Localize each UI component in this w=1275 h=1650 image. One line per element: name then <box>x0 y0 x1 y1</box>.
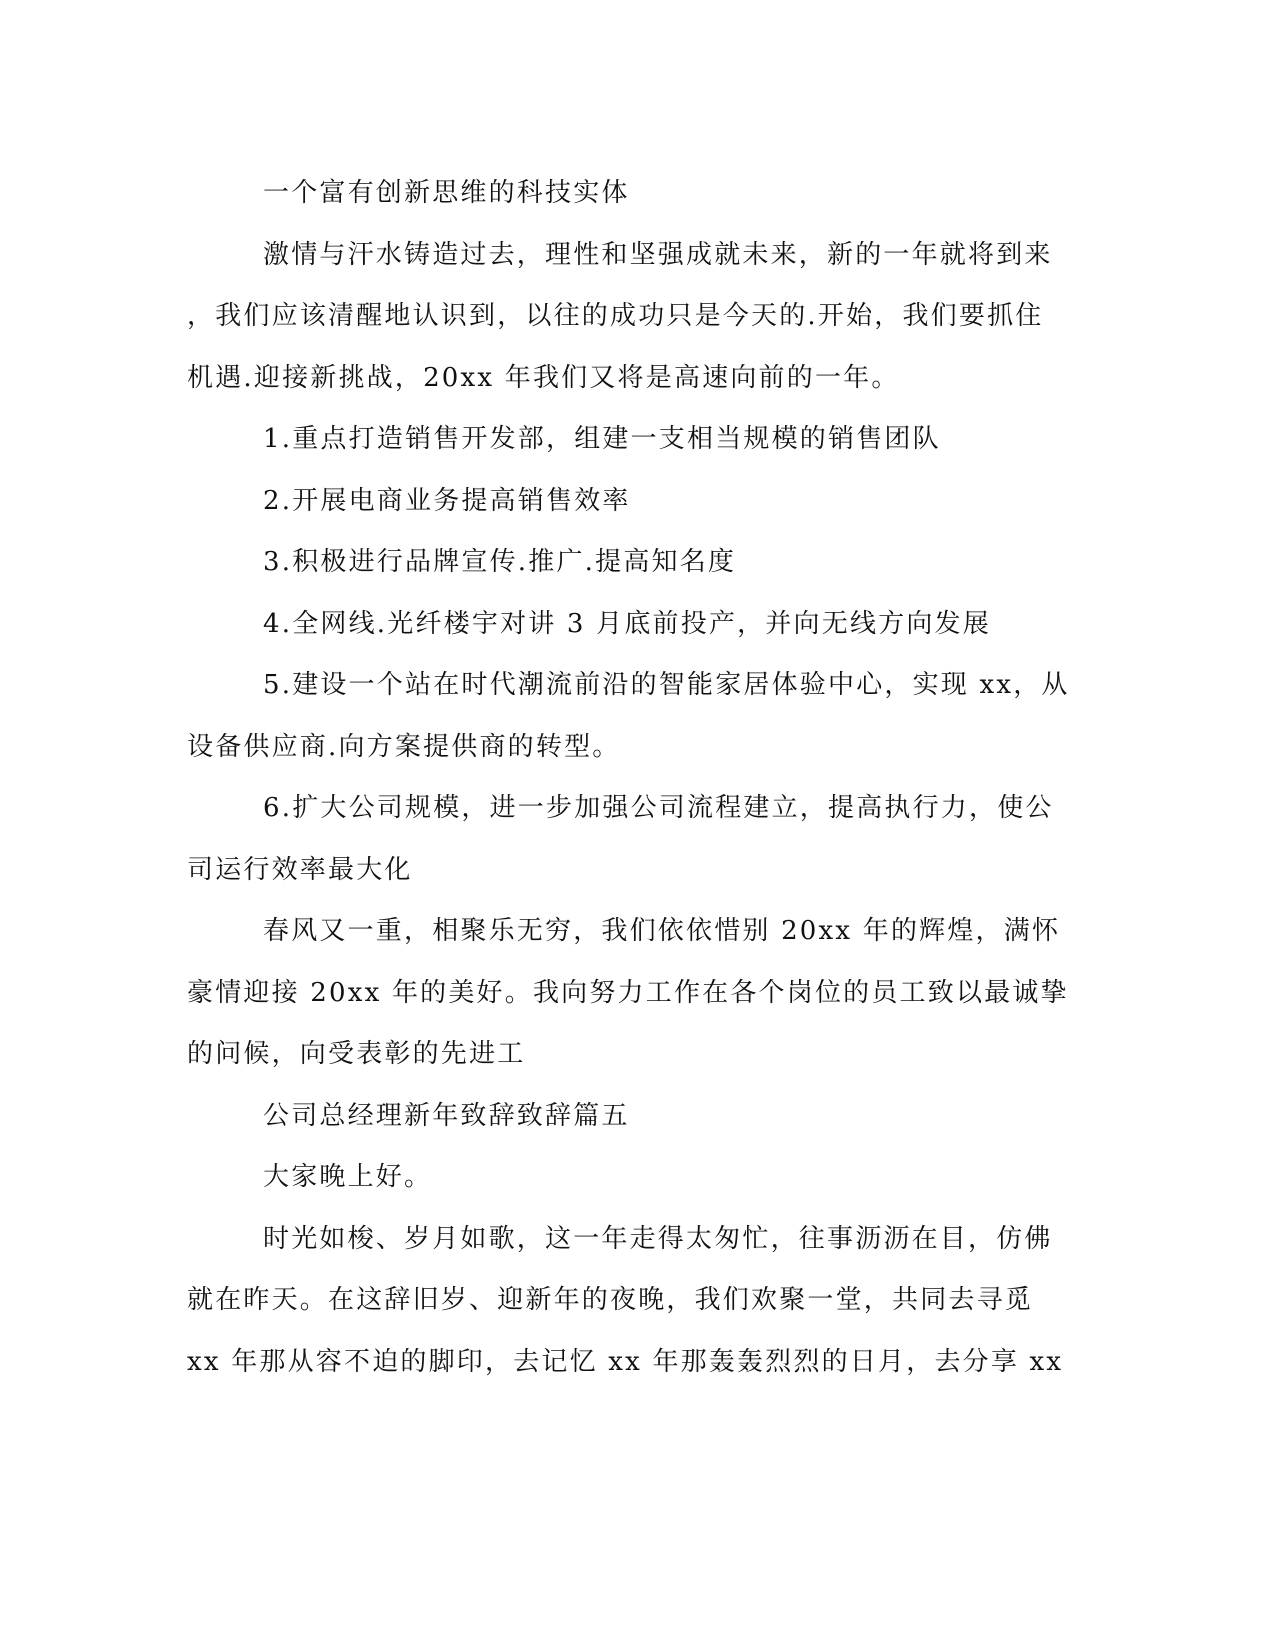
paragraph-time-line-3: xx 年那从容不迫的脚印，去记忆 xx 年那轰轰烈烈的日月，去分享 xx <box>187 1346 1064 1377</box>
paragraph-spring-line-2: 豪情迎接 20xx 年的美好。我向努力工作在各个岗位的员工致以最诚挚 <box>187 977 1069 1008</box>
document-body <box>187 163 1075 1393</box>
paragraph-passion-line-3: 机遇.迎接新挑战，20xx 年我们又将是高速向前的一年。 <box>187 362 900 393</box>
list-item-6-line-2: 司运行效率最大化 <box>187 854 413 885</box>
list-item-3: 3.积极进行品牌宣传.推广.提高知名度 <box>263 547 737 577</box>
paragraph-spring-line-1: 春风又一重，相聚乐无穷，我们依依惜别 20xx 年的辉煌，满怀 <box>263 916 1061 946</box>
section-title-speech-five: 公司总经理新年致辞致辞篇五 <box>263 1100 630 1131</box>
greeting: 大家晚上好。 <box>263 1162 433 1192</box>
list-item-6-line-1: 6.扩大公司规模，进一步加强公司流程建立，提高执行力，使公 <box>263 793 1054 823</box>
list-item-5-line-1: 5.建设一个站在时代潮流前沿的智能家居体验中心，实现 xx，从 <box>263 670 1070 700</box>
paragraph-spring-line-3: 的问候，向受表彰的先进工 <box>187 1039 526 1069</box>
list-item-1: 1.重点打造销售开发部，组建一支相当规模的销售团队 <box>263 424 941 454</box>
list-item-5-line-2: 设备供应商.向方案提供商的转型。 <box>187 731 621 762</box>
paragraph-heading-tech-entity: 一个富有创新思维的科技实体 <box>263 178 630 208</box>
paragraph-passion-line-1: 激情与汗水铸造过去，理性和坚强成就未来，新的一年就将到来 <box>263 239 1053 270</box>
list-item-2: 2.开展电商业务提高销售效率 <box>263 485 631 516</box>
paragraph-passion-line-2: ，我们应该清醒地认识到，以往的成功只是今天的.开始，我们要抓住 <box>187 301 1044 331</box>
paragraph-time-line-1: 时光如梭、岁月如歌，这一年走得太匆忙，往事沥沥在目，仿佛 <box>263 1223 1053 1254</box>
list-item-4: 4.全网线.光纤楼宇对讲 3 月底前投产，并向无线方向发展 <box>263 608 991 639</box>
paragraph-time-line-2: 就在昨天。在这辞旧岁、迎新年的夜晚，我们欢聚一堂，共同去寻觅 <box>187 1285 1034 1315</box>
